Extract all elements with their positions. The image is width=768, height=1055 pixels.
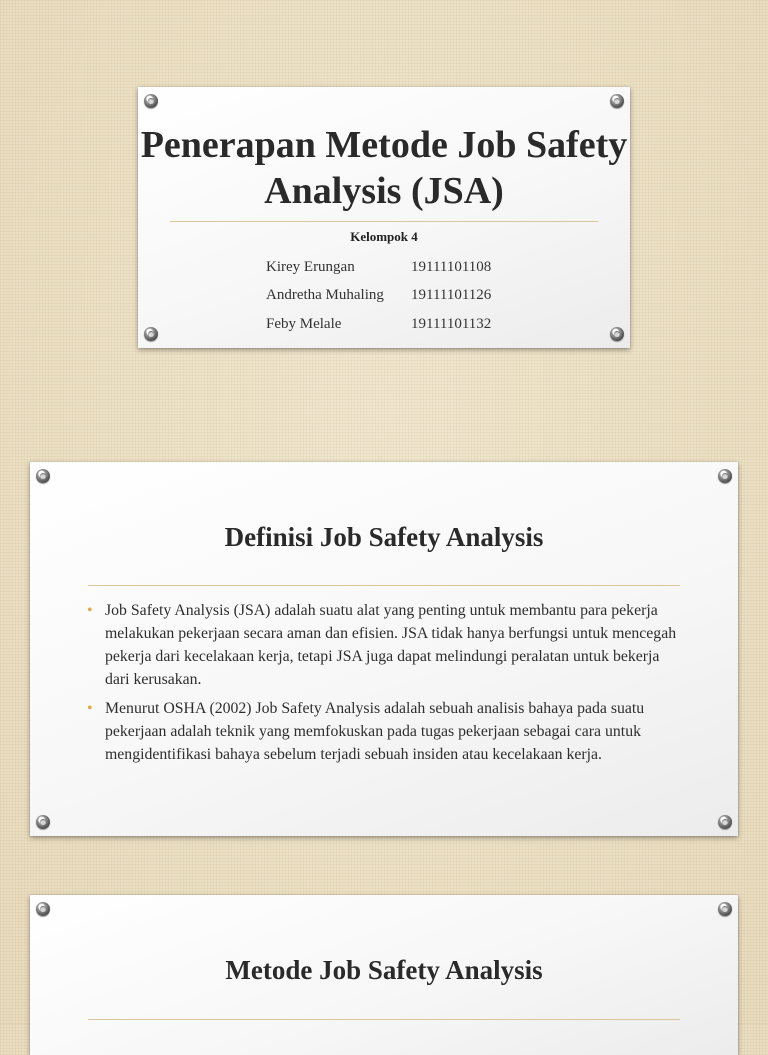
rivet-icon xyxy=(144,94,158,108)
slide-title: Metode Job Safety Analysis xyxy=(225,955,543,985)
rivet-icon xyxy=(36,902,50,916)
member-name: Feby Melale xyxy=(266,315,342,332)
presentation-title: Penerapan Metode Job Safety Analysis (JSA) xyxy=(140,124,628,212)
bullet-text: Menurut OSHA (2002) Job Safety Analysis adalah sebuah analisis bahaya pada suatu pekerjaan adalah teknik yang memfokuskan pada tugas pekerjaan sebagai cara untuk mengidentifikasi bahaya sebelum terjadi sebuah insiden atau kecelakaan kerja. xyxy=(105,700,645,763)
title-divider xyxy=(88,585,680,586)
member-id: 19111101132 xyxy=(411,315,492,332)
rivet-icon xyxy=(718,469,732,483)
slide-title-card xyxy=(138,87,630,348)
slide-method-card xyxy=(30,895,738,1055)
member-id: 19111101108 xyxy=(411,258,492,275)
slide-definition-card xyxy=(30,462,738,836)
group-label: Kelompok 4 xyxy=(350,229,418,244)
rivet-icon xyxy=(36,469,50,483)
list-item xyxy=(85,599,680,691)
rivet-icon xyxy=(36,815,50,829)
bullet-list xyxy=(85,599,680,772)
bullet-icon: • xyxy=(87,700,93,717)
list-item xyxy=(85,697,680,766)
rivet-icon xyxy=(718,902,732,916)
member-id: 19111101126 xyxy=(411,287,492,304)
member-row xyxy=(266,282,491,311)
slide-title: Definisi Job Safety Analysis xyxy=(224,522,544,552)
member-name: Andretha Muhaling xyxy=(266,287,384,304)
title-divider xyxy=(88,1019,680,1020)
member-row xyxy=(266,310,491,339)
bullet-icon: • xyxy=(87,602,93,619)
member-list xyxy=(266,253,491,339)
rivet-icon xyxy=(610,94,624,108)
rivet-icon xyxy=(610,327,624,341)
rivet-icon xyxy=(144,327,158,341)
member-name: Kirey Erungan xyxy=(266,258,355,275)
bullet-text: Job Safety Analysis (JSA) adalah suatu alat yang penting untuk membantu para pekerja melakukan pekerjaan secara aman dan efisien. JSA tidak hanya berfungsi untuk mencegah pekerja dari kecelakaan kerja, tetapi JSA juga dapat melindungi peralatan untuk bekerja dari kerusakan. xyxy=(105,602,677,688)
member-row xyxy=(266,253,491,282)
rivet-icon xyxy=(718,815,732,829)
title-divider xyxy=(170,221,598,222)
